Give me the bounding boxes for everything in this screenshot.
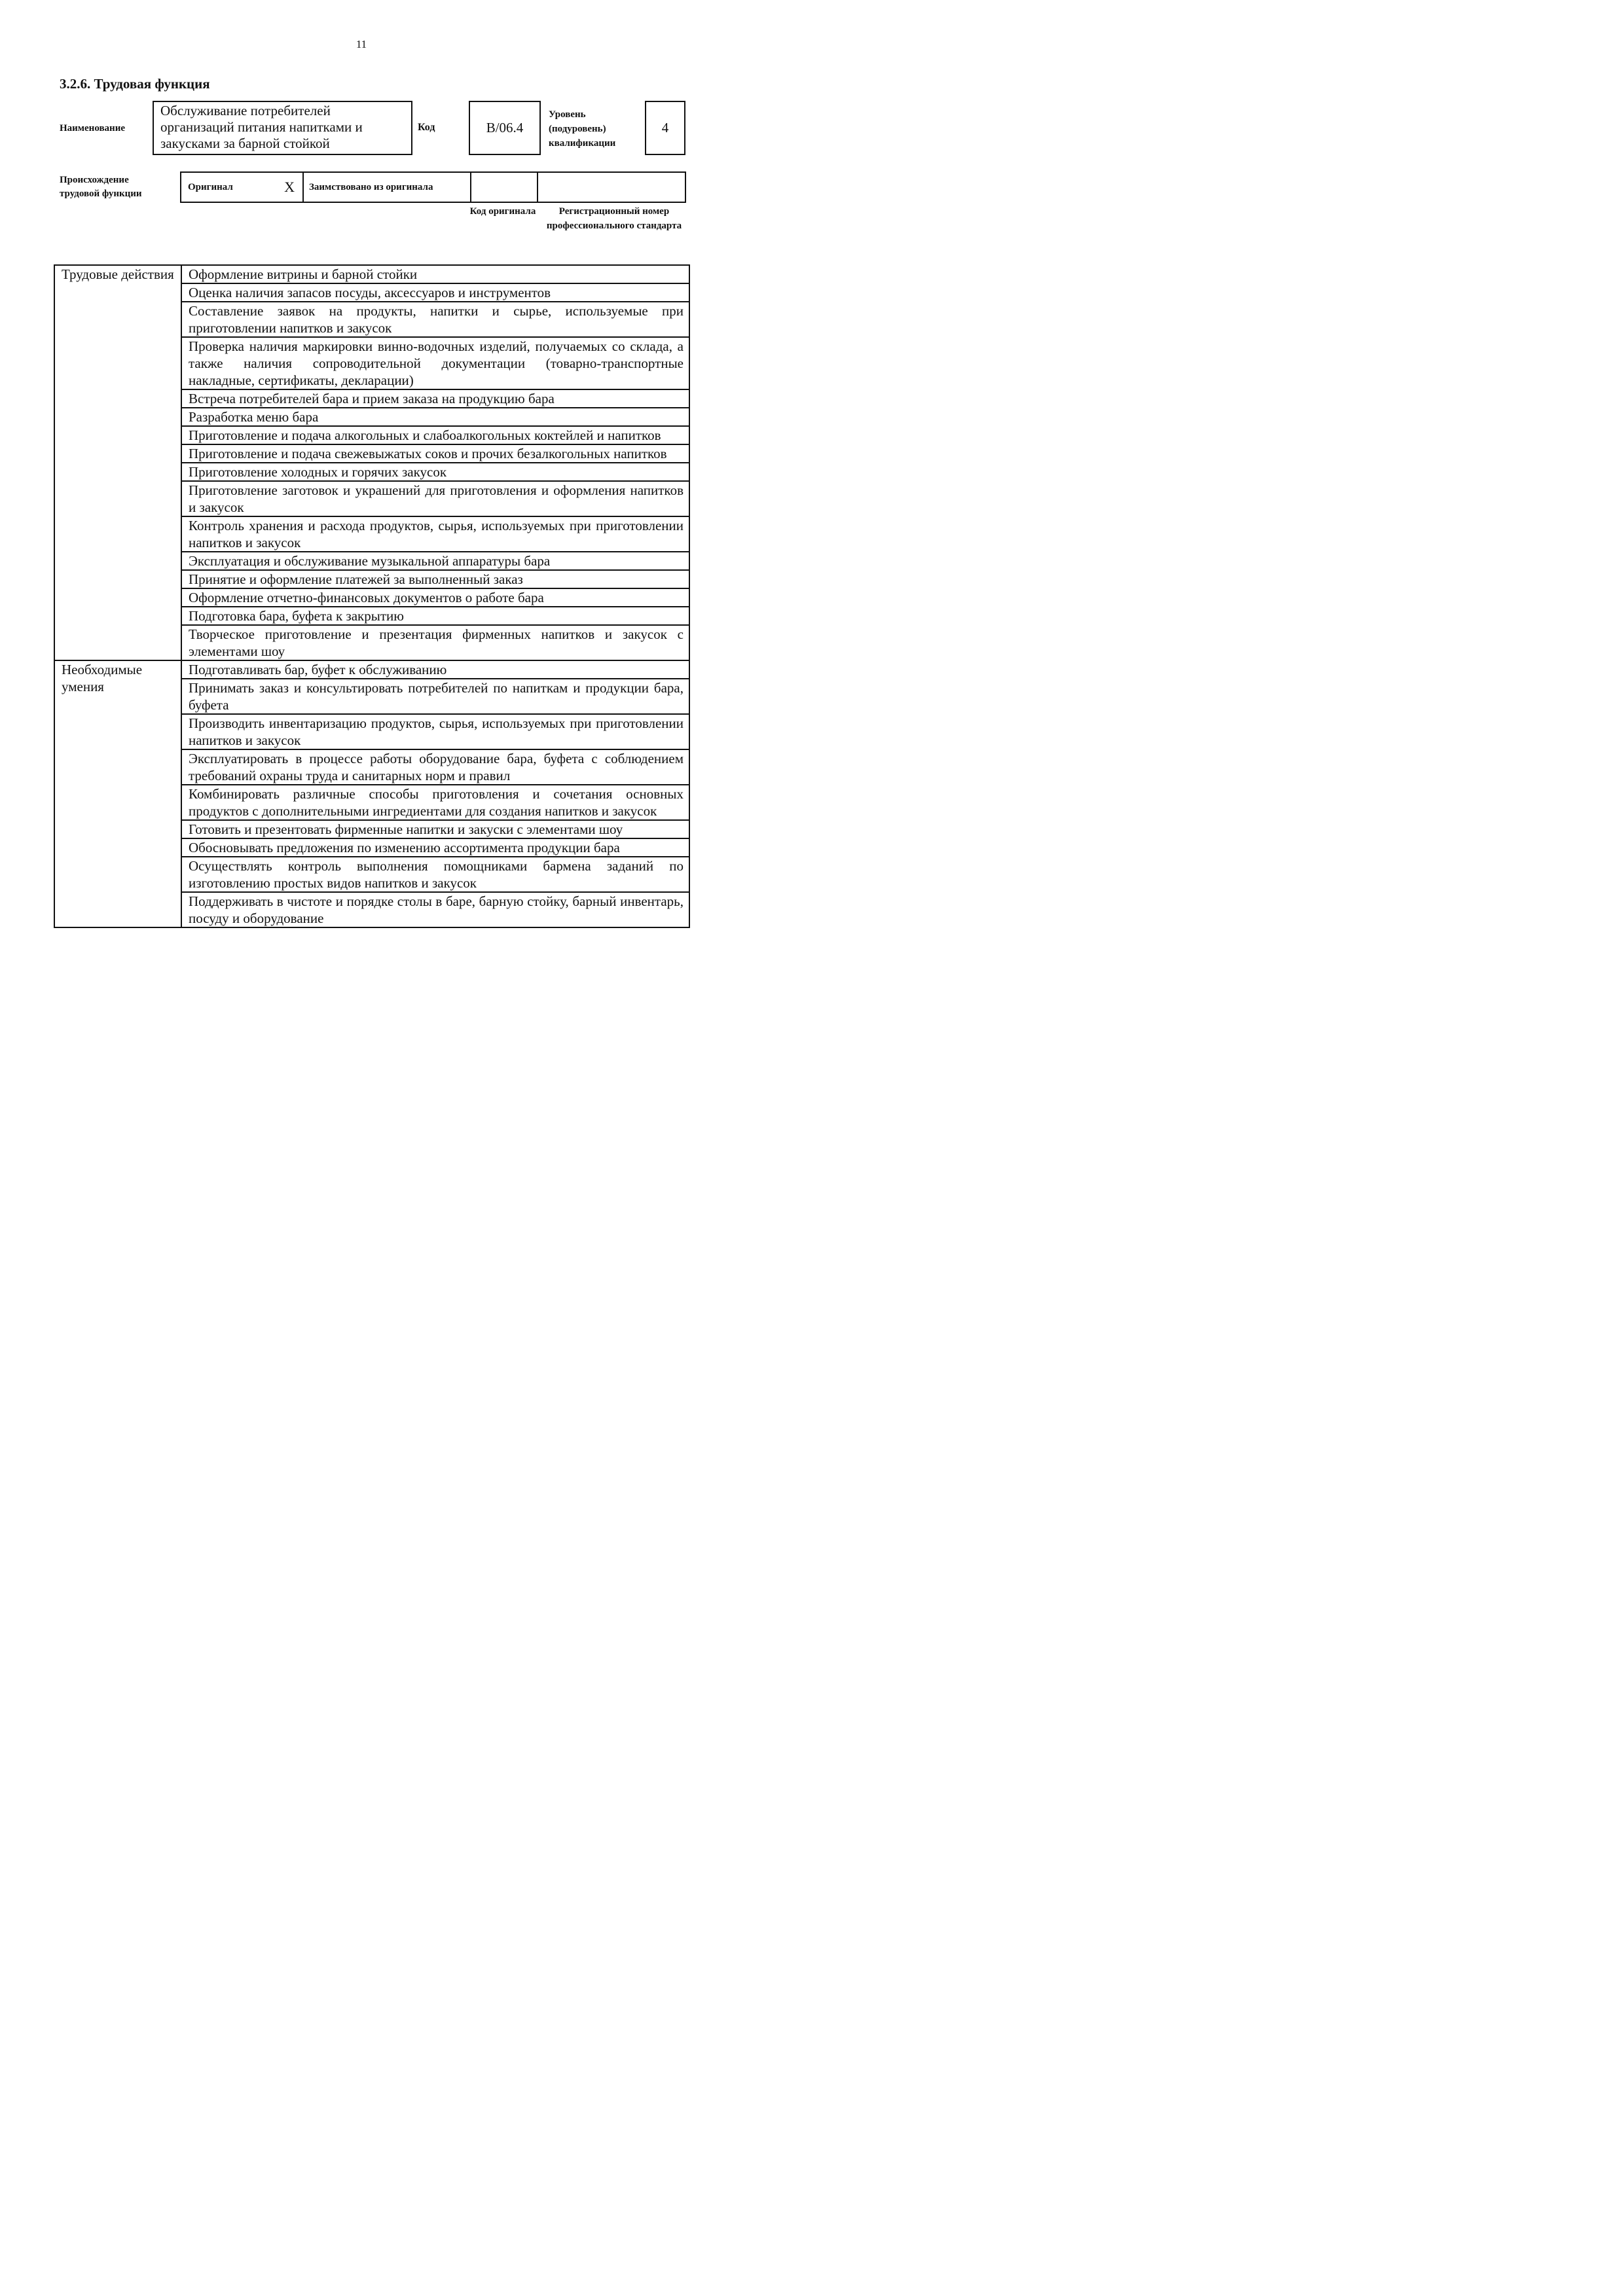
origin-original-label: Оригинал	[188, 181, 233, 192]
list-item: Принимать заказ и консультировать потребителей по напиткам и продукции бара, буфета	[181, 679, 689, 714]
list-item: Обосновывать предложения по изменению ассортимента продукции бара	[181, 838, 689, 857]
list-item: Принятие и оформление платежей за выполненный заказ	[181, 570, 689, 588]
name-label: Наименование	[60, 123, 125, 134]
list-item: Приготовление и подача свежевыжатых соков и прочих безалкогольных напитков	[181, 444, 689, 463]
list-item: Эксплуатация и обслуживание музыкальной аппаратуры бара	[181, 552, 689, 570]
table-row	[54, 660, 689, 679]
list-item: Приготовление холодных и горячих закусок	[181, 463, 689, 481]
list-item: Производить инвентаризацию продуктов, сырья, используемых при приготовлении напитков и закусок	[181, 714, 689, 749]
code-value-box: B/06.4	[469, 101, 541, 155]
level-value-box: 4	[645, 101, 685, 155]
list-item: Комбинировать различные способы приготовления и сочетания основных продуктов с дополнительными ингредиентами для создания напитков и закусок	[181, 785, 689, 820]
list-item: Приготовление и подача алкогольных и слабоалкогольных коктейлей и напитков	[181, 426, 689, 444]
level-label: Уровень (подуровень) квалификации	[549, 109, 616, 149]
list-item: Оформление витрины и барной стойки	[181, 265, 689, 283]
origin-row	[180, 171, 686, 203]
code-label: Код	[418, 122, 435, 133]
code-original-caption: Код оригинала	[469, 206, 536, 217]
list-item: Составление заявок на продукты, напитки и сырье, используемые при приготовлении напитков и закусок	[181, 302, 689, 337]
origin-code-cell	[471, 173, 538, 202]
section-title: 3.2.6. Трудовая функция	[60, 76, 210, 92]
origin-label: Происхождение трудовой функции	[60, 175, 142, 199]
function-details-table	[54, 264, 690, 928]
origin-reg-number-cell	[538, 173, 685, 202]
page-number: 11	[356, 38, 367, 50]
origin-original-mark: X	[284, 179, 295, 195]
list-item: Подготавливать бар, буфет к обслуживанию	[181, 660, 689, 679]
list-item: Разработка меню бара	[181, 408, 689, 426]
list-item: Проверка наличия маркировки винно-водочных изделий, получаемых со склада, а также наличия сопроводительной документации (товарно-транспортные накладные, сертификаты, декларации)	[181, 337, 689, 389]
section-category: Трудовые действия	[54, 265, 181, 660]
table-row	[54, 265, 689, 283]
list-item: Осуществлять контроль выполнения помощниками бармена заданий по изготовлению простых видов напитков и закусок	[181, 857, 689, 892]
list-item: Встреча потребителей бара и прием заказа на продукцию бара	[181, 389, 689, 408]
list-item: Эксплуатировать в процессе работы оборудование бара, буфета с соблюдением требований охраны труда и санитарных норм и правил	[181, 749, 689, 785]
list-item: Готовить и презентовать фирменные напитки и закуски с элементами шоу	[181, 820, 689, 838]
function-name-box: Обслуживание потребителей организаций питания напитками и закусками за барной стойкой	[153, 101, 412, 155]
list-item: Поддерживать в чистоте и порядке столы в баре, барную стойку, барный инвентарь, посуду и оборудование	[181, 892, 689, 927]
list-item: Творческое приготовление и презентация фирменных напитков и закусок с элементами шоу	[181, 625, 689, 660]
list-item: Оценка наличия запасов посуды, аксессуаров и инструментов	[181, 283, 689, 302]
origin-borrowed-label: Заимствовано из оригинала	[309, 181, 433, 192]
reg-number-caption: Регистрационный номер профессионального стандарта	[546, 206, 682, 231]
section-category: Необходимые умения	[54, 660, 181, 927]
origin-original-cell	[181, 173, 304, 202]
list-item: Контроль хранения и расхода продуктов, сырья, используемых при приготовлении напитков и закусок	[181, 516, 689, 552]
list-item: Приготовление заготовок и украшений для приготовления и оформления напитков и закусок	[181, 481, 689, 516]
origin-borrowed-cell	[304, 173, 471, 202]
list-item: Оформление отчетно-финансовых документов о работе бара	[181, 588, 689, 607]
list-item: Подготовка бара, буфета к закрытию	[181, 607, 689, 625]
